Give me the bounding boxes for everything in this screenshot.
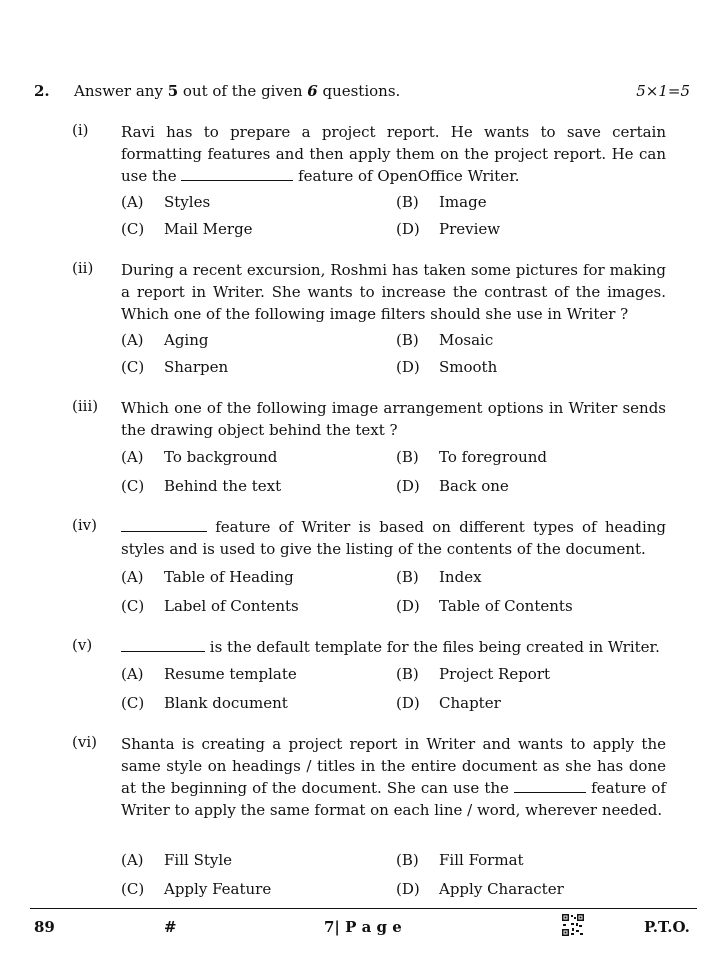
text-post: feature of Writer is based on different types of heading styles and is used to give the listing of the contents of the document. — [121, 518, 666, 558]
option-label: (B) — [396, 331, 419, 349]
subquestion-text: During a recent excursion, Roshmi has taken some pictures for making a report in Writer. She wants to increase the contrast of the images. Which one of the following image filters should she use in Writer ? — [121, 261, 666, 323]
subquestion-number: (vi) — [72, 733, 97, 751]
option-label: (A) — [121, 448, 144, 466]
option-text: Index — [439, 568, 482, 586]
option-text: Sharpen — [164, 358, 229, 376]
option-label: (B) — [396, 568, 419, 586]
option-text: Smooth — [439, 358, 498, 376]
option-text: Blank document — [164, 694, 288, 712]
subquestion-number: (ii) — [72, 259, 94, 277]
option-label: (C) — [121, 358, 145, 376]
instruction-total: 6 — [307, 82, 318, 100]
text-pre: Ravi has to prepare a project report. He wants to save certain formatting features and then apply them on the project report. He can use the — [121, 123, 666, 185]
option-label: (B) — [396, 665, 419, 683]
option-text: Apply Feature — [164, 880, 272, 898]
option-text: Back one — [439, 477, 509, 495]
option-text: Styles — [164, 193, 211, 211]
option-label: (D) — [396, 477, 420, 495]
subquestion-text — [121, 636, 666, 658]
subquestion-text — [121, 733, 666, 821]
option-text: Chapter — [439, 694, 501, 712]
option-label: (D) — [396, 358, 420, 376]
subquestion-number: (iv) — [72, 516, 97, 534]
option-label: (A) — [121, 331, 144, 349]
question-instruction — [74, 82, 400, 100]
question-marks: 5×1=5 — [636, 82, 690, 100]
answer-blank — [121, 517, 207, 532]
option-text: To foreground — [439, 448, 547, 466]
option-label: (D) — [396, 597, 420, 615]
option-text: To background — [164, 448, 278, 466]
option-label: (C) — [121, 477, 145, 495]
subquestion-number: (iii) — [72, 397, 99, 415]
option-label: (D) — [396, 880, 420, 898]
option-text: Table of Contents — [439, 597, 573, 615]
option-text: Resume template — [164, 665, 297, 683]
hash-mark: # — [164, 918, 177, 936]
instruction-post: questions. — [317, 82, 401, 100]
option-text: Behind the text — [164, 477, 282, 495]
option-label: (D) — [396, 694, 420, 712]
subquestion-text — [121, 121, 666, 187]
option-label: (A) — [121, 193, 144, 211]
option-text: Aging — [164, 331, 209, 349]
answer-blank — [121, 637, 205, 652]
option-label: (B) — [396, 193, 419, 211]
subquestion-text: Which one of the following image arrangement options in Writer sends the drawing object behind the text ? — [121, 399, 666, 439]
paper-code: 89 — [34, 918, 55, 936]
option-text: Project Report — [439, 665, 551, 683]
subquestion-text — [121, 516, 666, 560]
option-label: (A) — [121, 568, 144, 586]
option-text: Mail Merge — [164, 220, 253, 238]
footer-divider — [30, 908, 697, 909]
question-number: 2. — [34, 82, 50, 100]
qr-code-icon — [562, 914, 584, 936]
page-number: 7| P a g e — [324, 918, 402, 936]
option-label: (B) — [396, 851, 419, 869]
option-label: (C) — [121, 597, 145, 615]
answer-blank — [514, 778, 586, 793]
option-text: Table of Heading — [164, 568, 294, 586]
answer-blank — [181, 166, 293, 181]
option-text: Fill Format — [439, 851, 524, 869]
instruction-mid: out of the given — [178, 82, 308, 100]
subquestion-number: (v) — [72, 636, 93, 654]
please-turn-over: P.T.O. — [644, 918, 690, 936]
option-label: (C) — [121, 694, 145, 712]
text-pre: Shanta is creating a project report in Writer and wants to apply the same style on headings / titles in the entire document as she has done at the beginning of the document. She can use the — [121, 735, 666, 797]
option-label: (A) — [121, 665, 144, 683]
option-label: (B) — [396, 448, 419, 466]
text-post: is the default template for the files being created in Writer. — [205, 638, 660, 656]
option-label: (A) — [121, 851, 144, 869]
option-text: Image — [439, 193, 487, 211]
option-text: Preview — [439, 220, 501, 238]
option-text: Mosaic — [439, 331, 494, 349]
question-header — [34, 82, 690, 104]
option-text: Label of Contents — [164, 597, 299, 615]
option-label: (D) — [396, 220, 420, 238]
option-text: Apply Character — [439, 880, 564, 898]
instruction-pre: Answer any — [74, 82, 168, 100]
option-label: (C) — [121, 220, 145, 238]
option-text: Fill Style — [164, 851, 233, 869]
instruction-count: 5 — [167, 82, 179, 100]
subquestion-number: (i) — [72, 121, 89, 139]
text-post: feature of OpenOffice Writer. — [293, 167, 520, 185]
text-post: feature of Writer to apply the same format on each line / word, wherever needed. — [121, 779, 666, 819]
option-label: (C) — [121, 880, 145, 898]
